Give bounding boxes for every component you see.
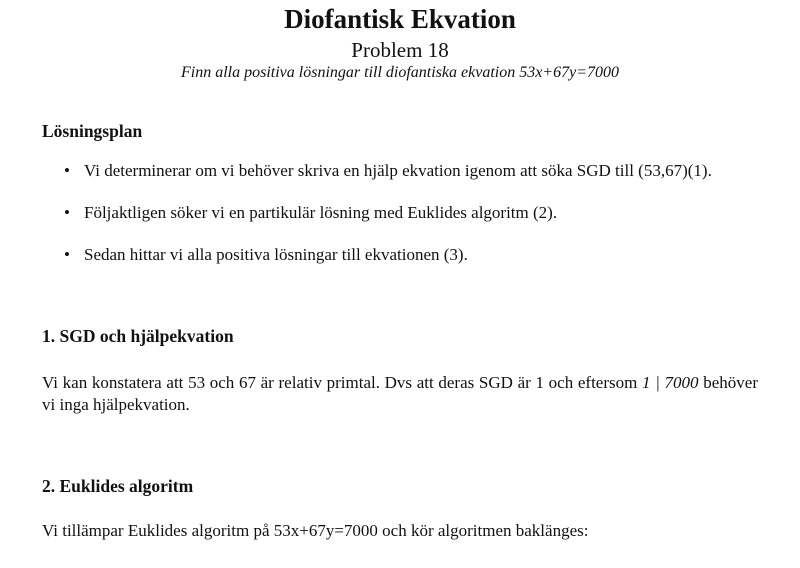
bullet-icon: •	[64, 203, 70, 222]
section-1-heading: 1. SGD och hjälpekvation	[42, 326, 234, 346]
plan-item-2	[64, 202, 764, 224]
section-1-paragraph	[42, 372, 758, 416]
section-2-heading: 2. Euklides algoritm	[42, 476, 194, 496]
problem-statement: Finn alla positiva lösningar till diofantiska ekvation 53x+67y=7000	[181, 64, 619, 81]
document-title: Diofantisk Ekvation	[284, 4, 516, 34]
plan-item-3	[64, 244, 764, 266]
section-1-text-before: Vi kan konstatera att 53 och 67 är relativ primtal. Dvs att deras SGD är 1 och eftersom	[42, 373, 643, 392]
plan-item-text: Sedan hittar vi alla positiva lösningar till ekvationen (3).	[84, 245, 468, 264]
section-2-paragraph: Vi tillämpar Euklides algoritm på 53x+67y=7000 och kör algoritmen baklänges:	[42, 521, 589, 540]
bullet-icon: •	[64, 245, 70, 264]
plan-item-1	[64, 160, 764, 182]
divisibility-expression: 1 | 7000	[642, 373, 699, 392]
plan-heading: Lösningsplan	[42, 121, 143, 141]
bullet-icon: •	[64, 161, 70, 180]
plan-item-text: Vi determinerar om vi behöver skriva en hjälp ekvation igenom att söka SGD till (53,67)(1).	[84, 161, 712, 180]
plan-item-text: Följaktligen söker vi en partikulär lösning med Euklides algoritm (2).	[84, 203, 558, 222]
problem-number: Problem 18	[351, 38, 449, 62]
plan-list	[64, 160, 764, 286]
section-1-text-after: behöver vi inga hjälpekvation.	[42, 373, 758, 414]
